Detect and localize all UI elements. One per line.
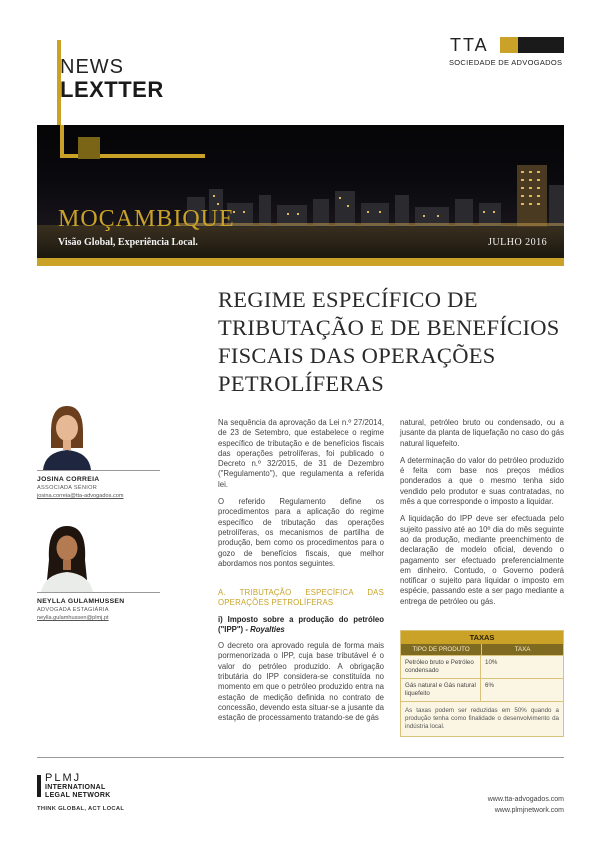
tta-logo-gold-block bbox=[500, 37, 518, 53]
plmj-network-line: INTERNATIONAL bbox=[45, 784, 106, 791]
table-header-cell: TAXA bbox=[514, 646, 531, 653]
newsletter-news-word: NEWS bbox=[60, 56, 124, 78]
article-column-1 bbox=[218, 418, 384, 731]
plmj-tagline: THINK GLOBAL, ACT LOCAL bbox=[37, 806, 125, 812]
table-cell-rate: 6% bbox=[485, 682, 494, 689]
footer-divider bbox=[37, 757, 564, 758]
author-email-link[interactable]: neylla.gulamhussen@plmj.pt bbox=[37, 615, 109, 621]
footer-url-plmj[interactable]: www.plmjnetwork.com bbox=[494, 807, 564, 814]
footer-url-tta[interactable]: www.tta-advogados.com bbox=[487, 796, 564, 803]
plmj-network-name bbox=[45, 784, 111, 799]
tta-logo-text: TTA bbox=[450, 35, 489, 55]
table-title: TAXAS bbox=[401, 631, 563, 644]
author-name: NEYLLA GULAMHUSSEN bbox=[37, 598, 125, 605]
plmj-logo-bar bbox=[37, 775, 41, 797]
table-cell-product: Petróleo bruto e Petróleo condensado bbox=[401, 656, 481, 678]
table-row bbox=[401, 655, 563, 678]
plmj-network-line: LEGAL NETWORK bbox=[45, 791, 111, 799]
gold-square-accent bbox=[78, 137, 100, 159]
author-role: ADVOGADA ESTAGIÁRIA bbox=[37, 607, 109, 613]
subsection-heading bbox=[218, 615, 384, 635]
table-cell-product: Gás natural e Gás natural liquefeito bbox=[401, 679, 481, 701]
author-portrait-2 bbox=[37, 520, 97, 592]
author-email-link[interactable]: josina.correia@tta-advogados.com bbox=[37, 493, 124, 499]
author-photo-neylla bbox=[37, 520, 97, 592]
table-note: As taxas podem ser reduzidas em 50% quando a produção tenha como finalidade o desenvolvimento da indústria local. bbox=[401, 701, 563, 736]
article-title: REGIME ESPECÍFICO DE TRIBUTAÇÃO E DE BENEFÍCIOS FISCAIS DAS OPERAÇÕES PETROLÍFERAS bbox=[218, 287, 560, 396]
paragraph: O referido Regulamento define os procedimentos para a aplicação do regime específico de tributação das operações petrolíferas, os mecanismos de partilha de produção, bem como os procedimentos para o gozo de benefícios fiscais, que melhor abordamos nos pontos seguintes. bbox=[218, 497, 384, 568]
author-role: ASSOCIADA SÉNIOR bbox=[37, 485, 98, 491]
table-cell-rate: 10% bbox=[485, 659, 498, 666]
banner-gold-strip bbox=[37, 258, 564, 266]
section-heading: A. TRIBUTAÇÃO ESPECÍFICA DAS OPERAÇÕES PETROLÍFERAS bbox=[218, 588, 384, 608]
plmj-logo-name: PLMJ bbox=[45, 772, 82, 784]
paragraph: A determinação do valor do petróleo produzido é feita com base nos preços médios ponderados a que o mesmo tenha sido vendido pelo produtor e suas contratadas, no mês a que corresponde o imposto a liquidar. bbox=[400, 455, 564, 507]
country-title: MOÇAMBIQUE bbox=[58, 206, 235, 232]
author-name: JOSINA CORREIA bbox=[37, 476, 100, 483]
paragraph: natural, petróleo bruto ou condensado, ou a jusante da planta de liquefação no caso do gás natural liquefeito. bbox=[400, 418, 564, 448]
tta-logo-subtitle: SOCIEDADE DE ADVOGADOS bbox=[449, 58, 563, 67]
paragraph: Na sequência da aprovação da Lei n.º 27/2014, de 23 de Setembro, que estabelece o regime específico de tributação e de benefícios fiscais das operações petrolíferas, foi publicado o Decreto n.º 32/2015, de 31 de Dezembro ("Regulamento"), que regulamenta a referida lei. bbox=[218, 418, 384, 489]
table-header-row bbox=[401, 644, 563, 655]
taxas-table bbox=[400, 630, 564, 737]
author-photo-josina bbox=[37, 398, 97, 470]
author-divider bbox=[37, 592, 160, 593]
article-column-2 bbox=[400, 418, 564, 614]
newsletter-lextter-word: LEXTTER bbox=[60, 77, 164, 102]
author-portrait-1 bbox=[37, 398, 97, 470]
table-header-cell: TIPO DE PRODUTO bbox=[401, 644, 482, 655]
subsection-heading-italic: Royalties bbox=[250, 625, 285, 635]
paragraph: O decreto ora aprovado regula de forma mais pormenorizada o IPP, cuja base tributável é o valor do petróleo produzido. A obrigação tributária do IPP considera-se constituída no momento em que o petróleo produzido entra na estação de medição definida no contrato de concessão, devendo esta situar-se a jusante da estação de processamento tratando-se de gás bbox=[218, 641, 384, 723]
issue-date: JULHO 2016 bbox=[488, 237, 548, 248]
paragraph: A liquidação do IPP deve ser efectuada pelo sujeito passivo até ao 10º dia do mês seguinte ao da produção, mediante preenchimento de declaração de modelo oficial, devendo o pagamento ser efectuado preferencialmente em dinheiro. Contudo, o Governo poderá notificar o sujeito para liquidar o imposto em espécie, passando este a ser pago mediante a entrega de petróleo ou gás. bbox=[400, 514, 564, 606]
banner-tagline: Visão Global, Experiência Local. bbox=[58, 237, 198, 248]
tta-logo-black-block bbox=[518, 37, 564, 53]
subsection-heading-text: i) Imposto sobre a produção do petróleo ("IPP") - bbox=[218, 615, 384, 635]
author-divider bbox=[37, 470, 160, 471]
table-row bbox=[401, 678, 563, 701]
